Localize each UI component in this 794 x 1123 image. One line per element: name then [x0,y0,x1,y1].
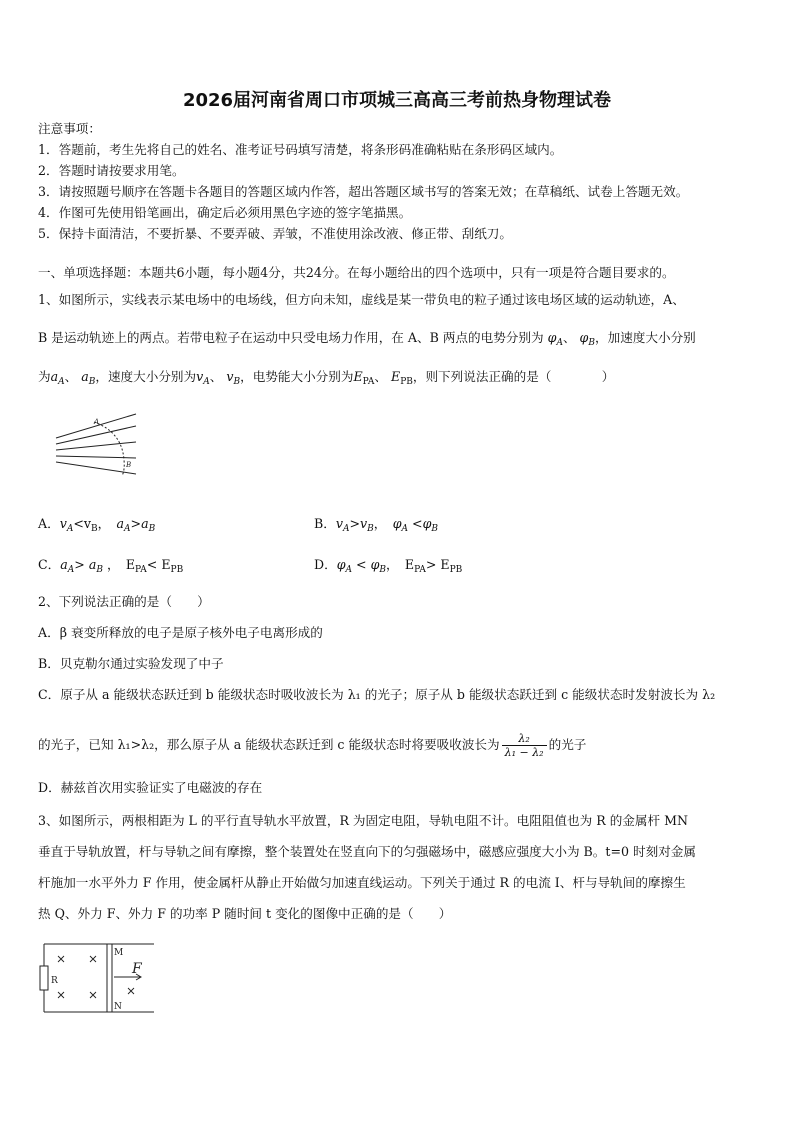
resistor-label: R [51,976,58,986]
resistor [40,966,48,990]
notice-item: 1．答题前，考生先将自己的姓名、准考证号码填写清楚，将条形码准确粘贴在条形码区域内。 [38,142,563,157]
notice-heading: 注意事项： [38,121,101,136]
notice-item: 4．作图可先使用铅笔画出，确定后必须用黑色字迹的签字笔描黑。 [38,205,412,220]
q1-text: 为 [38,369,51,384]
q1-text: B 是运动轨迹上的两点。若带电粒子在运动中只受电场力作用，在 A、B 两点的电势分别为 [38,330,544,345]
wavelength-fraction [502,732,547,759]
q2-text: 的光子，已知 λ₁>λ₂，那么原子从 a 能级状态跃迁到 c 能级状态时将要吸收波长为 [38,737,500,752]
q1-option-a: A．$v_A<v_B$， $a_A>a_B$ [38,516,156,534]
q1-option-c: C．$a_A> a_B$ ， $E_{PA}< E_{PB}$ [38,557,184,575]
rod-end-m-label: M [114,948,124,958]
force-label: F [132,961,142,977]
q3-stem-line3: 杆施加一水平外力 F 作用，使金属杆从静止开始做匀加速直线运动。下列关于通过 R 的电流 I、杆与导轨间的摩擦生 [38,875,686,890]
q1-stem-line1: 1、如图所示，实线表示某电场中的电场线，但方向未知，虚线是某一带负电的粒子通过该电场区域的运动轨迹，A、 [38,292,685,307]
q3-circuit-figure [38,940,158,1016]
fraction-numerator: λ₂ [502,732,547,746]
metal-rod [107,944,112,1012]
q2-option-a: A．β 衰变所释放的电子是原子核外电子电离形成的 [38,625,323,640]
option-label: A． [38,516,60,531]
q3-stem-line2: 垂直于导轨放置，杆与导轨之间有摩擦，整个装置处在竖直向下的匀强磁场中，磁感应强度大小为 B。t=0 时刻对金属 [38,844,696,859]
notice-item: 3．请按照题号顺序在答题卡各题目的答题区域内作答，超出答题区域书写的答案无效；在草稿纸、试卷上答题无效。 [38,184,689,199]
q2-stem: 2、下列说法正确的是（ ） [38,594,210,609]
q1-text: ，则下列说法正确的是（ ） [412,369,615,384]
q2-option-d: D．赫兹首次用实验证实了电磁波的存在 [38,780,263,795]
rod-end-n-label: N [114,1002,122,1012]
field-line [56,462,136,474]
q2-option-c-line2 [38,732,586,759]
field-line [56,426,136,444]
q2-text: 的光子 [548,737,587,752]
q2-option-b: B．贝克勒尔通过实验发现了中子 [38,656,224,671]
q3-stem-line4: 热 Q、外力 F、外力 F 的功率 P 随时间 t 变化的图像中正确的是（ ） [38,906,452,921]
q2-option-c-line1: C．原子从 a 能级状态跃迁到 b 能级状态时吸收波长为 λ₁ 的光子；原子从 b 能级状态跃迁到 c 能级状态时发射波长为 λ₂ [38,687,716,702]
q3-stem-line1: 3、如图所示，两根相距为 L 的平行直导轨水平放置，R 为固定电阻，导轨电阻不计。电阻阻值也为 R 的金属杆 MN [38,813,688,828]
notice-item: 2．答题时请按要求用笔。 [38,163,185,178]
q1-text: ，电势能大小分别为 [240,369,354,384]
option-label: D． [314,557,337,572]
page-title: 2026届河南省周口市项城三高高三考前热身物理试卷 [182,90,612,111]
section-heading: 一、单项选择题：本题共6小题，每小题4分，共24分。在每小题给出的四个选项中，只有一项是符合题目要求的。 [38,265,675,280]
q1-text: ，速度大小分别为 [95,369,197,384]
option-label: B． [314,516,336,531]
q1-text: ，加速度大小分别 [595,330,696,345]
point-a-label: A [94,418,100,426]
q1-option-b: B．$v_A>v_B$， $\varphi_A <\varphi_B$ [314,516,439,534]
field-line [56,442,136,450]
q1-stem-line2: B 是运动轨迹上的两点。若带电粒子在运动中只受电场力作用，在 A、B 两点的电势分别为 $\varphi_A$、 $\varphi_B$，加速度大小分别 [38,330,696,348]
q1-option-d: D．$\varphi_A < \varphi_B$， $E_{PA}> E_{PB}$ [314,557,463,575]
q1-stem-line3: 为$a_A$、 $a_B$，速度大小分别为$v_A$、 $v_B$，电势能大小分别为$E_{PA}$、 $E_{PB}$，则下列说法正确的是（ ） [38,369,615,387]
point-b-label: B [126,461,132,469]
option-label: C． [38,557,61,572]
fraction-denominator: λ₁ − λ₂ [504,746,544,759]
q1-field-figure [50,412,142,478]
notice-item: 5．保持卡面清洁，不要折暴、不要弄破、弄皱，不准使用涂改液、修正带、刮纸刀。 [38,226,512,241]
